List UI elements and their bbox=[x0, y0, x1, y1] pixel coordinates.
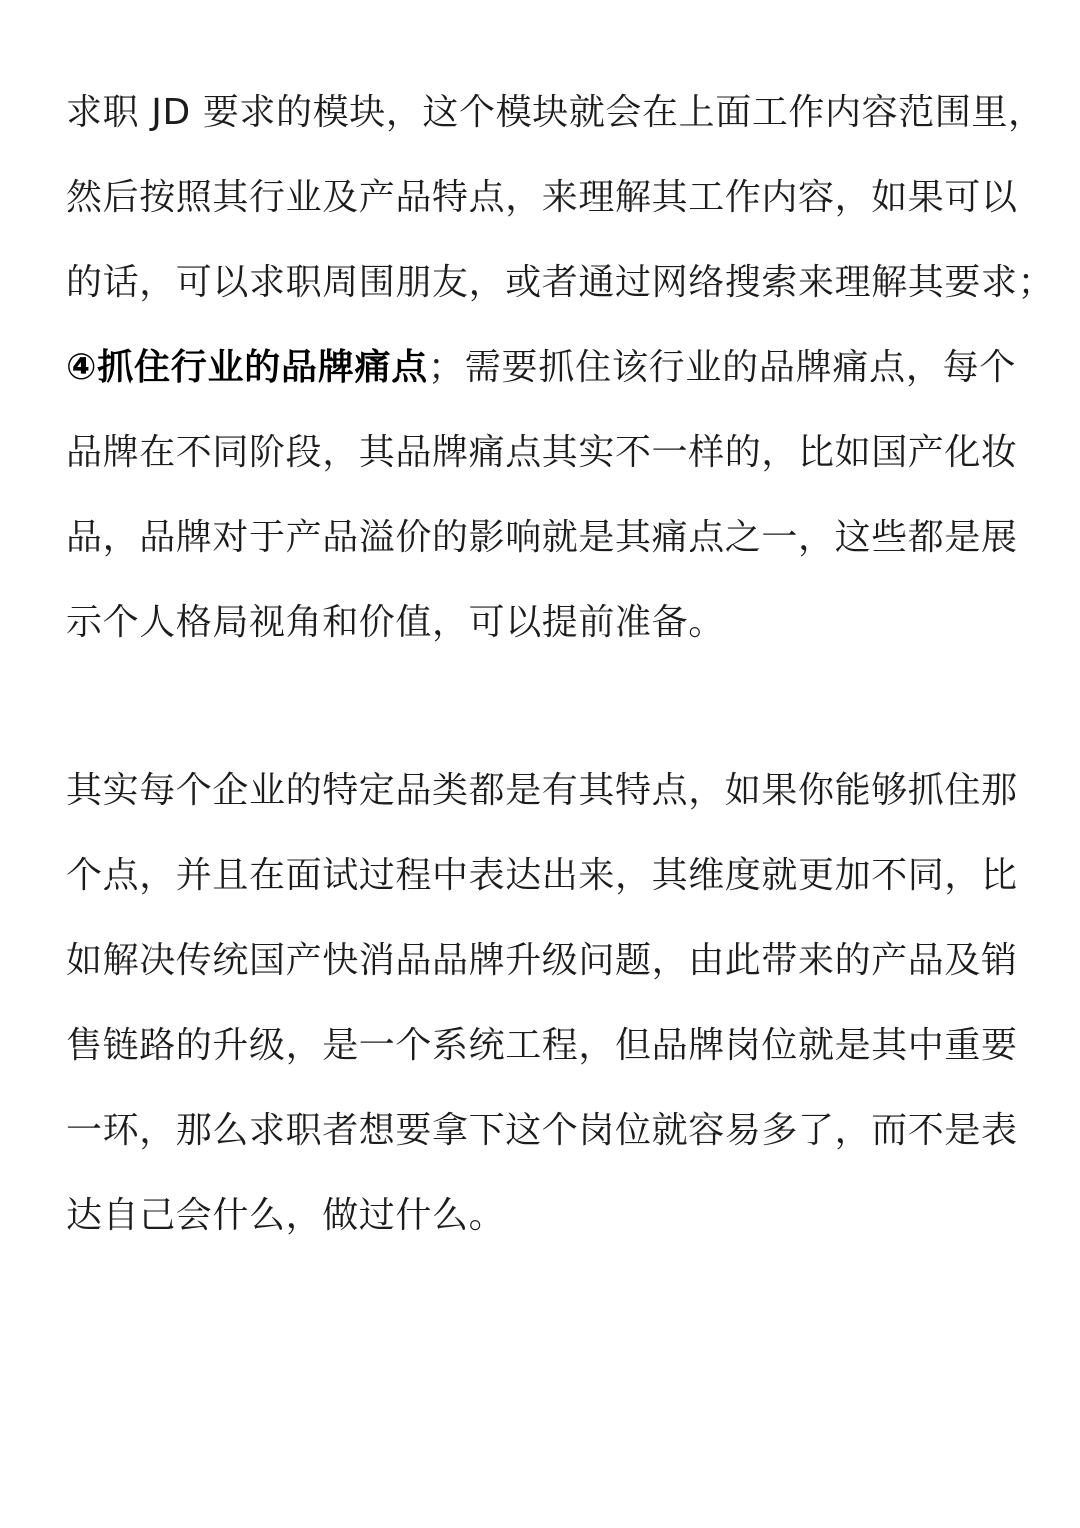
text-line: 如解决传统国产快消品品牌升级问题，由此带来的产品及销 bbox=[66, 940, 1018, 981]
text-line: 品牌在不同阶段，其品牌痛点其实不一样的，比如国产化妆 bbox=[66, 432, 1018, 473]
text-line: 品，品牌对于产品溢价的影响就是其痛点之一，这些都是展 bbox=[66, 517, 1018, 558]
paragraph-job-requirements bbox=[66, 70, 1055, 665]
text-line: 求职 JD 要求的模块，这个模块就会在上面工作内容范围里， bbox=[66, 92, 1045, 133]
text-line: 一环，那么求职者想要拿下这个岗位就容易多了，而不是表 bbox=[66, 1110, 1018, 1151]
text-line: 达自己会什么，做过什么。 bbox=[66, 1195, 506, 1236]
paragraph-category-features bbox=[66, 748, 1016, 1258]
text-line: 售链路的升级，是一个系统工程，但品牌岗位就是其中重要 bbox=[66, 1025, 1018, 1066]
text-line: 个点，并且在面试过程中表达出来，其维度就更加不同，比 bbox=[66, 855, 1018, 896]
text-line: 的话，可以求职周围朋友，或者通过网络搜索来理解其要求； bbox=[66, 262, 1055, 303]
text-line: 示个人格局视角和价值，可以提前准备。 bbox=[66, 602, 725, 643]
text-line: 其实每个企业的特定品类都是有其特点，如果你能够抓住那 bbox=[66, 770, 1018, 811]
text-line: 然后按照其行业及产品特点，来理解其工作内容，如果可以 bbox=[66, 177, 1018, 218]
point-4-text: ；需要抓住该行业的品牌痛点，每个 bbox=[428, 347, 1016, 388]
text-line bbox=[66, 325, 1016, 410]
point-4-heading: ④抓住行业的品牌痛点 bbox=[66, 347, 429, 388]
